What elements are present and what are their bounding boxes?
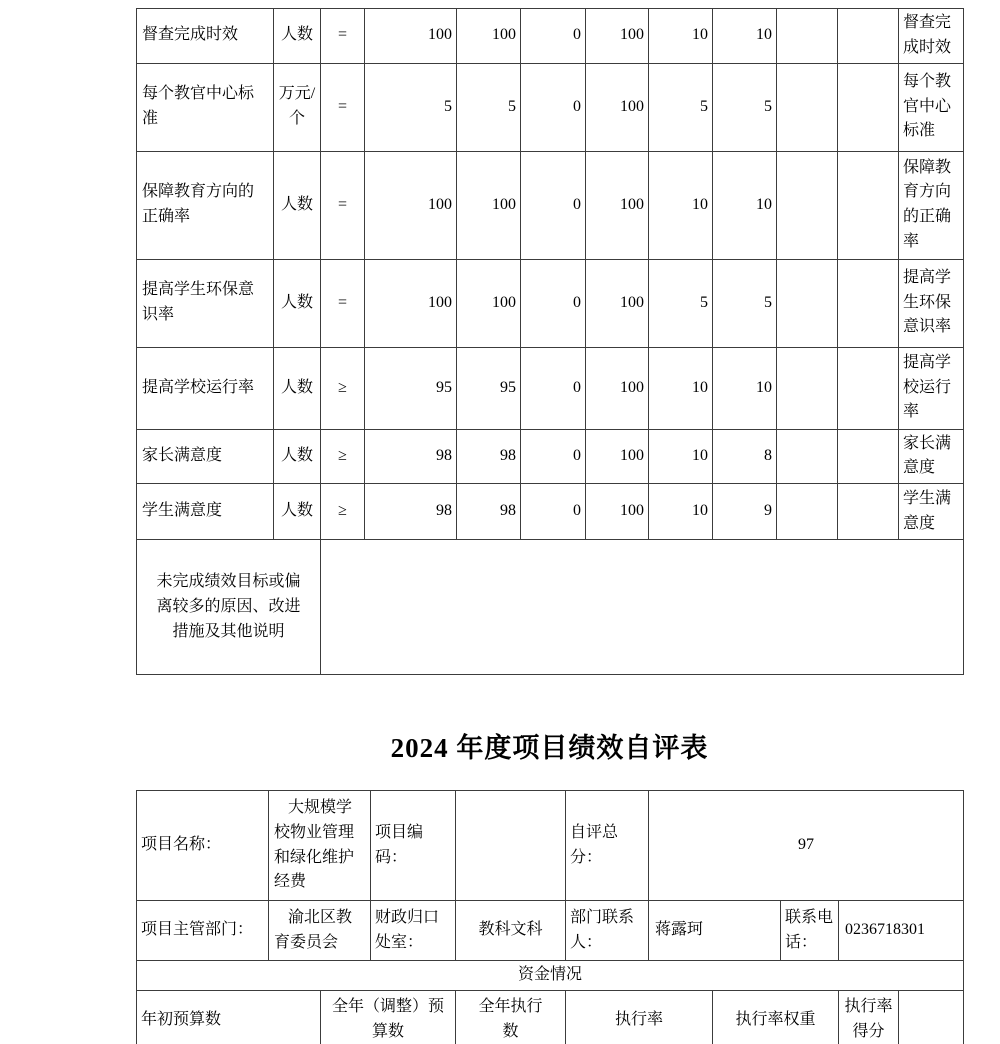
indicator-name-cell: 保障教育方向的正确率 [137, 151, 274, 259]
execution-rate-score-header [899, 991, 964, 1044]
funds-section-title: 资金情况 [137, 961, 964, 991]
indicator-repeat-cell: 家长满意度 [899, 429, 964, 484]
score-cell: 10 [713, 151, 777, 259]
contact-person-label: 部门联系人： [566, 901, 649, 961]
unfinished-goals-row [137, 540, 964, 675]
operator-cell: = [321, 259, 365, 347]
finance-office-label: 财政归口处室： [371, 901, 456, 961]
indicator-row [137, 347, 964, 429]
empty-cell [838, 484, 899, 540]
indicator-name-cell: 提高学生环保意识率 [137, 259, 274, 347]
project-name-label: 项目名称： [137, 791, 269, 901]
funds-section-row [137, 961, 964, 991]
indicator-row [137, 484, 964, 540]
completion-rate-cell: 100 [586, 347, 649, 429]
unit-cell: 人数 [274, 9, 321, 64]
target-value-cell: 100 [365, 9, 457, 64]
weight-cell: 10 [649, 484, 713, 540]
empty-cell: 年初预算数 [137, 991, 321, 1044]
score-cell: 8 [713, 429, 777, 484]
target-value-cell: 5 [365, 63, 457, 151]
completion-rate-cell: 100 [586, 484, 649, 540]
empty-cell [777, 63, 838, 151]
indicator-name-cell: 学生满意度 [137, 484, 274, 540]
operator-cell: = [321, 151, 365, 259]
indicator-repeat-cell: 学生满意度 [899, 484, 964, 540]
page-content [136, 0, 963, 1044]
actual-value-cell: 98 [457, 429, 521, 484]
empty-cell [838, 347, 899, 429]
adjusted-budget-header: 全年执行数 [456, 991, 566, 1044]
project-code-value [456, 791, 566, 901]
indicator-row [137, 151, 964, 259]
target-value-cell: 100 [365, 259, 457, 347]
deviation-cell: 0 [521, 9, 586, 64]
empty-cell [838, 9, 899, 64]
indicator-name-cell: 督查完成时效 [137, 9, 274, 64]
indicator-repeat-cell: 提高学校运行率 [899, 347, 964, 429]
indicator-repeat-cell: 保障教育方向的正确率 [899, 151, 964, 259]
project-code-label: 项目编码： [371, 791, 456, 901]
deviation-cell: 0 [521, 259, 586, 347]
department-info-row [137, 901, 964, 961]
operator-cell: = [321, 9, 365, 64]
phone-label: 联系电话： [781, 901, 839, 961]
completion-rate-cell: 100 [586, 9, 649, 64]
empty-cell [777, 429, 838, 484]
phone-value: 0236718301 [839, 901, 964, 961]
indicator-repeat-cell: 每个教官中心标准 [899, 63, 964, 151]
department-value: 渝北区教育委员会 [269, 901, 371, 961]
empty-cell [777, 484, 838, 540]
empty-cell [777, 151, 838, 259]
target-value-cell: 100 [365, 151, 457, 259]
indicator-name-cell: 每个教官中心标准 [137, 63, 274, 151]
score-cell: 9 [713, 484, 777, 540]
empty-cell [838, 259, 899, 347]
execution-rate-header: 执行率权重 [713, 991, 839, 1044]
weight-cell: 10 [649, 429, 713, 484]
score-cell: 5 [713, 259, 777, 347]
indicator-repeat-cell: 督查完成时效 [899, 9, 964, 64]
actual-value-cell: 95 [457, 347, 521, 429]
operator-cell: ≥ [321, 429, 365, 484]
unit-cell: 人数 [274, 429, 321, 484]
deviation-cell: 0 [521, 484, 586, 540]
performance-indicators-table [136, 8, 964, 675]
empty-cell [838, 151, 899, 259]
unit-cell: 人数 [274, 347, 321, 429]
weight-cell: 10 [649, 151, 713, 259]
weight-cell: 10 [649, 9, 713, 64]
funds-header-row [137, 991, 964, 1044]
completion-rate-cell: 100 [586, 63, 649, 151]
indicator-name-cell: 家长满意度 [137, 429, 274, 484]
self-score-label: 自评总分： [566, 791, 649, 901]
operator-cell: ≥ [321, 484, 365, 540]
unfinished-goals-label: 未完成绩效目标或偏离较多的原因、改进措施及其他说明 [137, 540, 321, 675]
indicator-row [137, 63, 964, 151]
initial-budget-header: 全年（调整）预算数 [321, 991, 456, 1044]
project-name-value: 大规模学校物业管理和绿化维护经费 [269, 791, 371, 901]
unit-cell: 人数 [274, 259, 321, 347]
actual-value-cell: 100 [457, 9, 521, 64]
unit-cell: 人数 [274, 151, 321, 259]
weight-cell: 10 [649, 347, 713, 429]
project-info-row [137, 791, 964, 901]
target-value-cell: 98 [365, 484, 457, 540]
weight-cell: 5 [649, 63, 713, 151]
unfinished-goals-value [321, 540, 964, 675]
target-value-cell: 98 [365, 429, 457, 484]
actual-value-cell: 100 [457, 259, 521, 347]
weight-cell: 5 [649, 259, 713, 347]
indicator-repeat-cell: 提高学生环保意识率 [899, 259, 964, 347]
deviation-cell: 0 [521, 151, 586, 259]
indicator-row [137, 429, 964, 484]
unit-cell: 万元/个 [274, 63, 321, 151]
annual-execution-header: 执行率 [566, 991, 713, 1044]
score-cell: 10 [713, 347, 777, 429]
contact-person-value: 蒋露珂 [649, 901, 781, 961]
actual-value-cell: 5 [457, 63, 521, 151]
finance-office-value: 教科文科 [456, 901, 566, 961]
deviation-cell: 0 [521, 347, 586, 429]
completion-rate-cell: 100 [586, 259, 649, 347]
deviation-cell: 0 [521, 63, 586, 151]
completion-rate-cell: 100 [586, 151, 649, 259]
indicator-row [137, 9, 964, 64]
empty-cell [777, 9, 838, 64]
self-score-value: 97 [649, 791, 964, 901]
empty-cell [777, 259, 838, 347]
target-value-cell: 95 [365, 347, 457, 429]
actual-value-cell: 98 [457, 484, 521, 540]
empty-cell [838, 63, 899, 151]
operator-cell: = [321, 63, 365, 151]
score-cell: 10 [713, 9, 777, 64]
indicator-row [137, 259, 964, 347]
page-title: 2024 年度项目绩效自评表 [390, 733, 709, 764]
department-label: 项目主管部门： [137, 901, 269, 961]
score-cell: 5 [713, 63, 777, 151]
execution-rate-weight-header: 执行率得分 [839, 991, 899, 1044]
indicator-name-cell: 提高学校运行率 [137, 347, 274, 429]
deviation-cell: 0 [521, 429, 586, 484]
empty-cell [838, 429, 899, 484]
actual-value-cell: 100 [457, 151, 521, 259]
unit-cell: 人数 [274, 484, 321, 540]
completion-rate-cell: 100 [586, 429, 649, 484]
self-evaluation-table [136, 790, 964, 1044]
empty-cell [777, 347, 838, 429]
operator-cell: ≥ [321, 347, 365, 429]
